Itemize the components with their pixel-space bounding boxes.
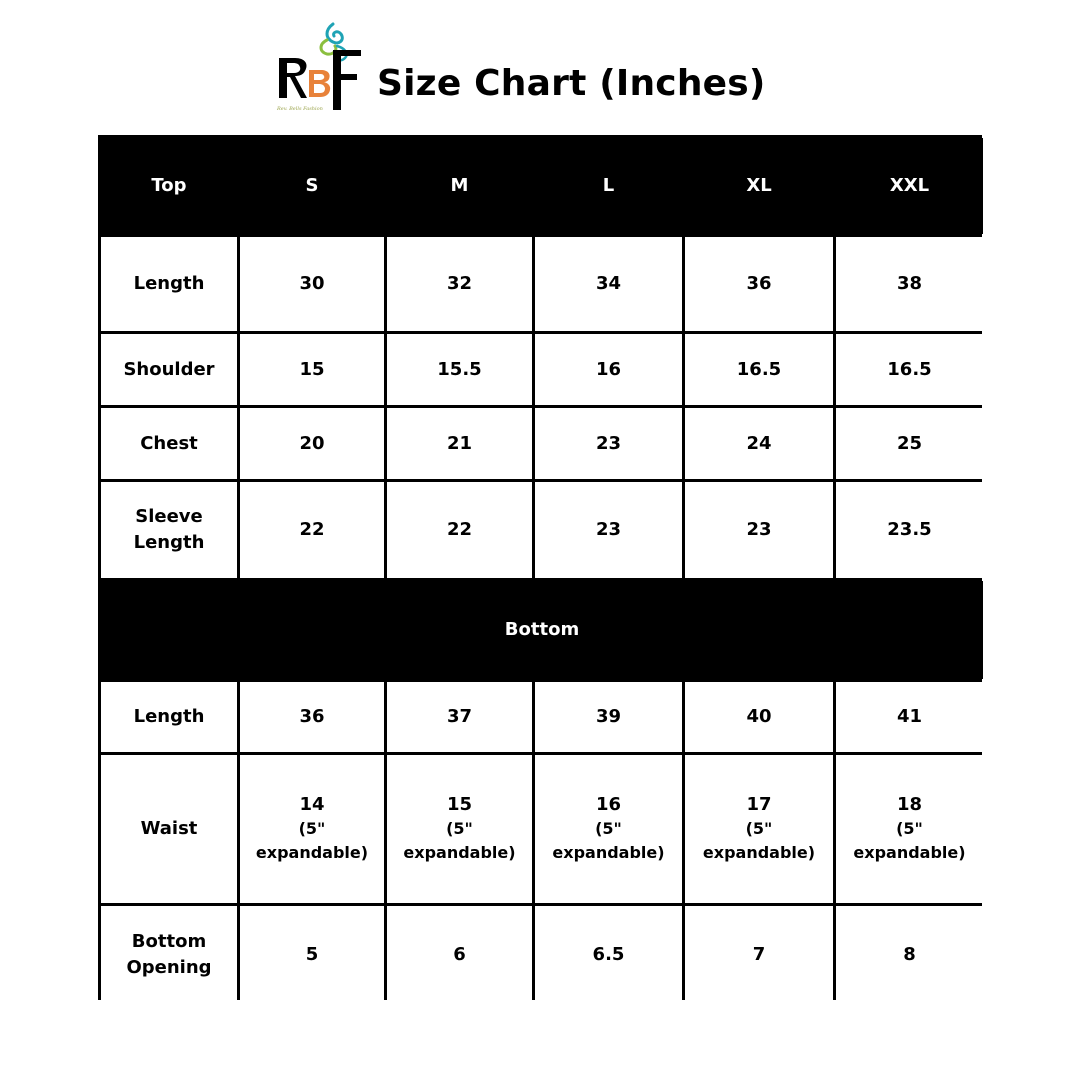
size-header-l: L bbox=[535, 138, 682, 234]
table-cell bbox=[685, 755, 833, 903]
waist-value: 15 bbox=[446, 794, 473, 815]
table-cell: 15.5 bbox=[387, 334, 532, 405]
waist-note-line1: (5" bbox=[896, 819, 923, 838]
table-cell: 39 bbox=[535, 682, 682, 752]
table-cell: 16 bbox=[535, 334, 682, 405]
table-cell: 25 bbox=[836, 408, 983, 479]
table-cell: 30 bbox=[240, 237, 384, 331]
table-cell: 22 bbox=[387, 482, 532, 578]
table-cell: 38 bbox=[836, 237, 983, 331]
table-cell bbox=[240, 755, 384, 903]
waist-note-line1: (5" bbox=[298, 819, 326, 838]
table-cell: 6 bbox=[387, 906, 532, 1003]
table-cell: 37 bbox=[387, 682, 532, 752]
waist-value: 17 bbox=[746, 794, 772, 815]
waist-note-line1: (5" bbox=[446, 819, 473, 838]
table-cell: 36 bbox=[240, 682, 384, 752]
table-cell: 22 bbox=[240, 482, 384, 578]
table-cell bbox=[836, 755, 983, 903]
table-cell: 16.5 bbox=[685, 334, 833, 405]
rbf-logo-icon bbox=[275, 18, 367, 118]
table-cell: 23.5 bbox=[836, 482, 983, 578]
section-header-bottom: Bottom bbox=[101, 581, 983, 679]
brand-tagline: Rev. Bells Fashion bbox=[277, 106, 323, 112]
table-cell: 36 bbox=[685, 237, 833, 331]
row-label-bottom-opening: Bottom Opening bbox=[101, 906, 237, 1003]
table-cell: 23 bbox=[535, 482, 682, 578]
size-header-s: S bbox=[240, 138, 384, 234]
waist-value: 18 bbox=[896, 794, 923, 815]
size-header-xl: XL bbox=[685, 138, 833, 234]
table-cell: 23 bbox=[535, 408, 682, 479]
table-cell: 23 bbox=[685, 482, 833, 578]
waist-note-line2: expandable) bbox=[255, 843, 369, 862]
size-chart-table bbox=[98, 135, 982, 1000]
row-label-chest: Chest bbox=[101, 408, 237, 479]
table-cell: 40 bbox=[685, 682, 833, 752]
waist-note-line2: expandable) bbox=[702, 843, 816, 862]
row-label-top-length: Length bbox=[101, 237, 237, 331]
page-title: Size Chart (Inches) bbox=[377, 63, 766, 104]
waist-note-line2: expandable) bbox=[853, 843, 966, 862]
row-label-waist: Waist bbox=[101, 755, 237, 903]
table-cell: 20 bbox=[240, 408, 384, 479]
row-label-shoulder: Shoulder bbox=[101, 334, 237, 405]
table-cell: 5 bbox=[240, 906, 384, 1003]
waist-value: 16 bbox=[595, 794, 622, 815]
table-cell bbox=[535, 755, 682, 903]
table-cell: 8 bbox=[836, 906, 983, 1003]
table-cell: 6.5 bbox=[535, 906, 682, 1003]
table-cell: 41 bbox=[836, 682, 983, 752]
row-label-bottom-length: Length bbox=[101, 682, 237, 752]
waist-note-line2: expandable) bbox=[403, 843, 516, 862]
brand-logo bbox=[275, 18, 367, 118]
table-cell bbox=[387, 755, 532, 903]
table-cell: 7 bbox=[685, 906, 833, 1003]
header bbox=[275, 18, 766, 118]
table-cell: 24 bbox=[685, 408, 833, 479]
table-cell: 15 bbox=[240, 334, 384, 405]
waist-note-line2: expandable) bbox=[552, 843, 665, 862]
table-cell: 32 bbox=[387, 237, 532, 331]
waist-note-line1: (5" bbox=[745, 819, 773, 838]
waist-note-line1: (5" bbox=[595, 819, 622, 838]
table-cell: 34 bbox=[535, 237, 682, 331]
size-header-xxl: XXL bbox=[836, 138, 983, 234]
waist-value: 14 bbox=[299, 794, 325, 815]
row-label-sleeve-length: Sleeve Length bbox=[101, 482, 237, 578]
size-header-m: M bbox=[387, 138, 532, 234]
table-cell: 16.5 bbox=[836, 334, 983, 405]
table-cell: 21 bbox=[387, 408, 532, 479]
header-top-label: Top bbox=[101, 138, 237, 234]
